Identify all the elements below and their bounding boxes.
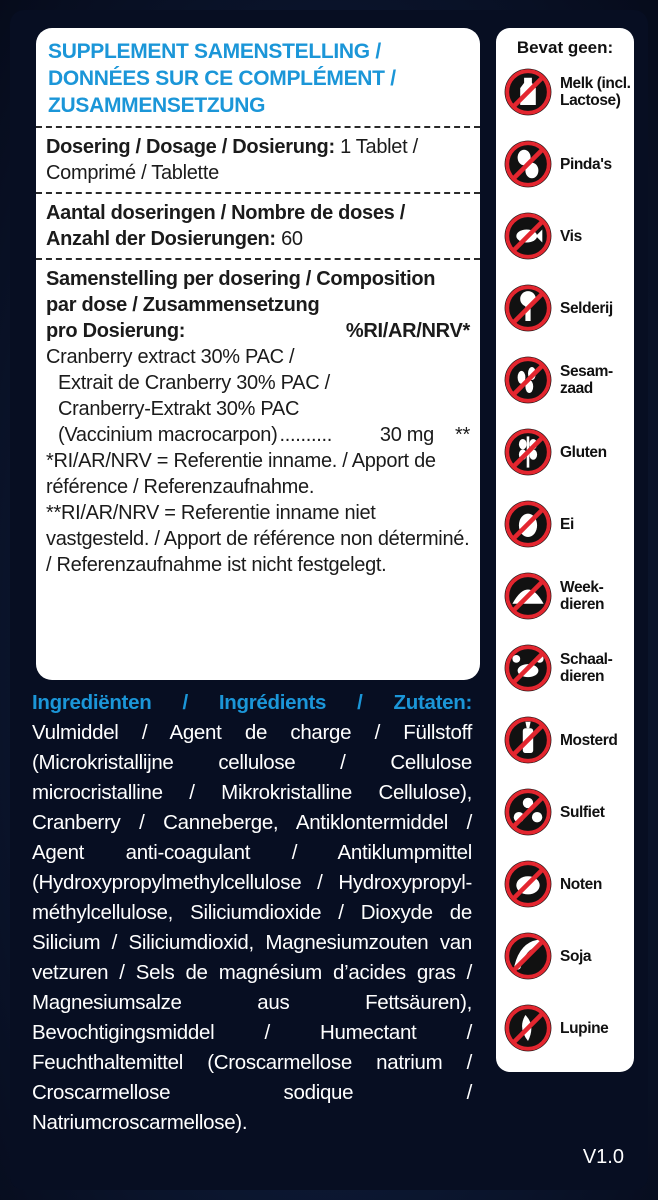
supplement-facts-panel [36, 28, 480, 680]
mustard-icon [502, 714, 554, 766]
soy-icon [502, 930, 554, 982]
allergen-label: Lupine [560, 1019, 609, 1037]
allergen-label: Sulfiet [560, 803, 605, 821]
allergen-label: Pinda's [560, 155, 612, 173]
ingredient-line: Cranberry-Extrakt 30% PAC [58, 398, 300, 420]
allergen-item [502, 570, 632, 622]
allergen-label: Noten [560, 875, 602, 893]
doses-value: 60 [281, 228, 303, 250]
ingredient-amount: 30 mg [379, 424, 434, 446]
allergen-title: Bevat geen: [516, 38, 614, 57]
allergen-item [502, 138, 632, 190]
allergen-item [502, 1002, 632, 1054]
allergen-item [502, 786, 632, 838]
dosage-row [36, 131, 480, 189]
panel-title: SUPPLEMENT SAMENSTELLING / DONNÉES SUR CE COMPLÉMENT / ZUSAMMENSETZUNG [48, 40, 396, 117]
nut-icon [502, 858, 554, 910]
celery-icon [502, 282, 554, 334]
pct-header: %RI/AR/NRV* [345, 320, 470, 342]
milk-icon [502, 66, 554, 118]
footnote-2: **RI/AR/NRV = Referentie inname niet vastgesteld. / Apport de référence non déterminé. / Referenzaufnahme ist nicht festgelegt. [46, 502, 470, 576]
allergen-item [502, 714, 632, 766]
allergen-label: Gluten [560, 443, 607, 461]
doses-row: Aantal doseringen / Nombre de doses / Anzahl der Dosierungen: 60 [46, 202, 405, 250]
allergen-panel [496, 28, 634, 1072]
footnote-1: *RI/AR/NRV = Referentie inname. / Apport de référence / Referenzaufnahme. [46, 450, 436, 498]
allergen-label: Vis [560, 227, 582, 245]
allergen-item [502, 66, 632, 118]
sulphite-icon [502, 786, 554, 838]
ingredients-title: Ingrediënten / Ingrédients / Zutaten: [32, 691, 472, 714]
divider [36, 126, 480, 128]
allergen-label: Selderij [560, 299, 613, 317]
ingredient-amount-line: (Vaccinium macrocarpon) .......... 30 mg ** [58, 424, 470, 446]
ingredients-text: Vulmiddel / Agent de charge / Füllstoff (Microkristallijne cellulose / Cellulose microcristalline / Mikrokristalline Cellulose), Cranberry / Canneberge, Antiklontermiddel / Agent anti-coagulant / Antiklumpmittel (Hydroxypropylmethylcellulose / Hydroxypropyl-méthylcellulose, Siliciumdioxide / Dioxyde de Silicium / Siliciumdioxid, Magnesiumzouten van vetzuren / Sels de magnésium d’acides gras / Magnesiumsalze aus Fettsäuren), Bevochtigingsmiddel / Humectant / Feuchthaltemittel (Croscarmellose natrium / Croscarmellose sodique / Natriumcroscarmellose). [32, 721, 472, 1134]
allergen-label: Soja [560, 947, 592, 965]
egg-icon [502, 498, 554, 550]
ingredient-pct: ** [455, 424, 470, 446]
version-label: V1.0 [582, 1146, 624, 1168]
divider [36, 258, 480, 260]
fish-icon [502, 210, 554, 262]
wheat-icon [502, 426, 554, 478]
crab-icon [502, 642, 554, 694]
allergen-item [502, 930, 632, 982]
divider [36, 192, 480, 194]
allergen-label: Week-dieren [560, 579, 605, 613]
ingredient-line: Cranberry extract 30% PAC / [46, 346, 295, 368]
allergen-label: Schaal-dieren [560, 651, 613, 685]
allergen-item [502, 858, 632, 910]
allergen-label: Mosterd [560, 731, 618, 749]
dosage-value: 1 Tablet / [340, 136, 418, 158]
allergen-item [502, 354, 632, 406]
allergen-item [502, 282, 632, 334]
ingredients-section [32, 688, 472, 1138]
composition-section: Samenstelling per dosering / Composition par dose / Zusammensetzung pro Dosierung: %RI/AR/NRV* Cranberry extract 30% PAC / Extrait de Cranberry 30% PAC / Cranberry-Extrakt 30% PAC (Vaccinium macrocarpon) .......... 30 mg ** *RI/AR/NRV = Referentie inname. / Apport de référence / Referenzaufnahme. **RI/AR/NRV = Referentie inname niet vastgesteld. / Apport de référence non déterminé. / Referenzaufnahme ist nicht festgelegt. [46, 268, 470, 576]
dosage-label: Dosering / Dosage / Dosierung: [46, 136, 335, 158]
allergen-item [502, 498, 632, 550]
allergen-label: Ei [560, 515, 574, 533]
mollusc-icon [502, 570, 554, 622]
peanut-icon [502, 138, 554, 190]
allergen-label: Sesam-zaad [560, 363, 613, 397]
dosage-value-2: Comprimé / Tablette [46, 162, 219, 184]
allergen-label: Melk (incl. Lactose) [560, 75, 631, 109]
lupin-icon [502, 1002, 554, 1054]
allergen-item [502, 426, 632, 478]
ingredient-line: Extrait de Cranberry 30% PAC / [58, 372, 330, 394]
allergen-item [502, 210, 632, 262]
sesame-icon [502, 354, 554, 406]
allergen-item [502, 642, 632, 694]
